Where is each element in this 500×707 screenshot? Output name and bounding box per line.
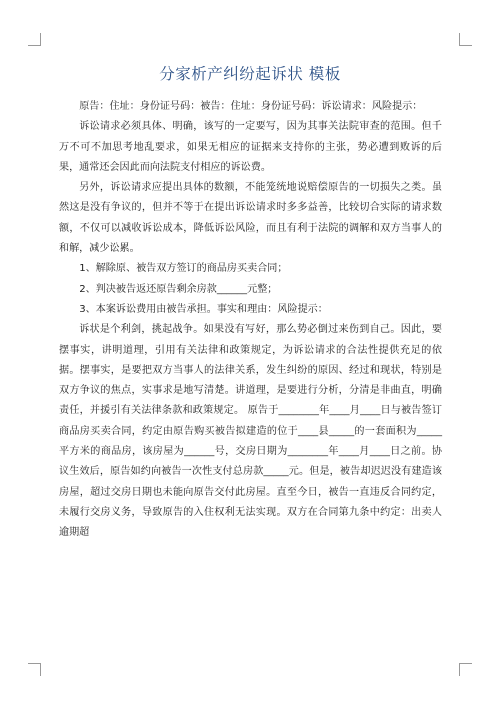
corner-mark-bottom-right [459, 663, 472, 676]
paragraph-parties: 原告：住址：身份证号码：被告：住址：身份证号码：诉讼请求：风险提示： [79, 101, 423, 112]
claim-item-3: 3、本案诉讼费用由被告承担。事实和理由：风险提示： [79, 303, 328, 315]
paragraph-claim-warning: 诉讼请求必须具体、明确，该写的一定要写，因为其事关法院审查的范围。但千万不可不加思考地乱要求，如果无相应的证据来支持你的主张，势必遭到败诉的后果，通常还会因此而向法院支付相应的诉讼费。 [59, 121, 442, 173]
claim-item-2: 2、判决被告返还原告剩余房款______元整； [79, 283, 278, 295]
corner-mark-top-right [459, 33, 472, 46]
corner-mark-top-left [28, 33, 41, 46]
paragraph-claim-amount: 另外，诉讼请求应提出具体的数额，不能笼统地说赔偿原告的一切损失之类。虽然这是没有争议的，但并不等于在提出诉讼请求时多多益善，比较切合实际的请求数额，不仅可以减收诉讼成本，降低诉讼风险，而且有利于法院的调解和双方当事人的和解，减少讼累。 [59, 182, 442, 255]
corner-mark-bottom-left [28, 663, 41, 676]
paragraph-facts-reasons: 诉状是个利剑，挑起战争。如果没有写好，那么势必倒过来伤到自己。因此，要摆事实，讲明道理，引用有关法律和政策规定，为诉讼请求的合法性提供充足的依据。摆事实，是要把双方当事人的法律关系，发生纠纷的原因、经过和现状，特别是双方争议的焦点，实事求是地写清楚。讲道理，是要进行分析，分清是非曲直，明确责任，并援引有关法律条款和政策规定。 原告于________年____月____日与被告签订商品房买卖合同，约定由原告购买被告拟建造的位于____县_____的一套面积为_____平方米的商品房，该房屋为______号，交房日期为________年____月____日之前。协议生效后，原告如约向被告一次性支付总房款_____元。但是，被告却迟迟没有建造该房屋，超过交房日期也未能向原告交付此房屋。直至今日，被告一直违反合同约定，未履行交房义务，导致原告的入住权利无法实现。双方在合同第九条中约定：出卖人逾期超 [59, 324, 442, 539]
document-body [59, 97, 442, 544]
document-title: 分家析产纠纷起诉状 模板 [159, 65, 341, 83]
claim-item-1: 1、解除原、被告双方签订的商品房买卖合同； [79, 263, 288, 275]
